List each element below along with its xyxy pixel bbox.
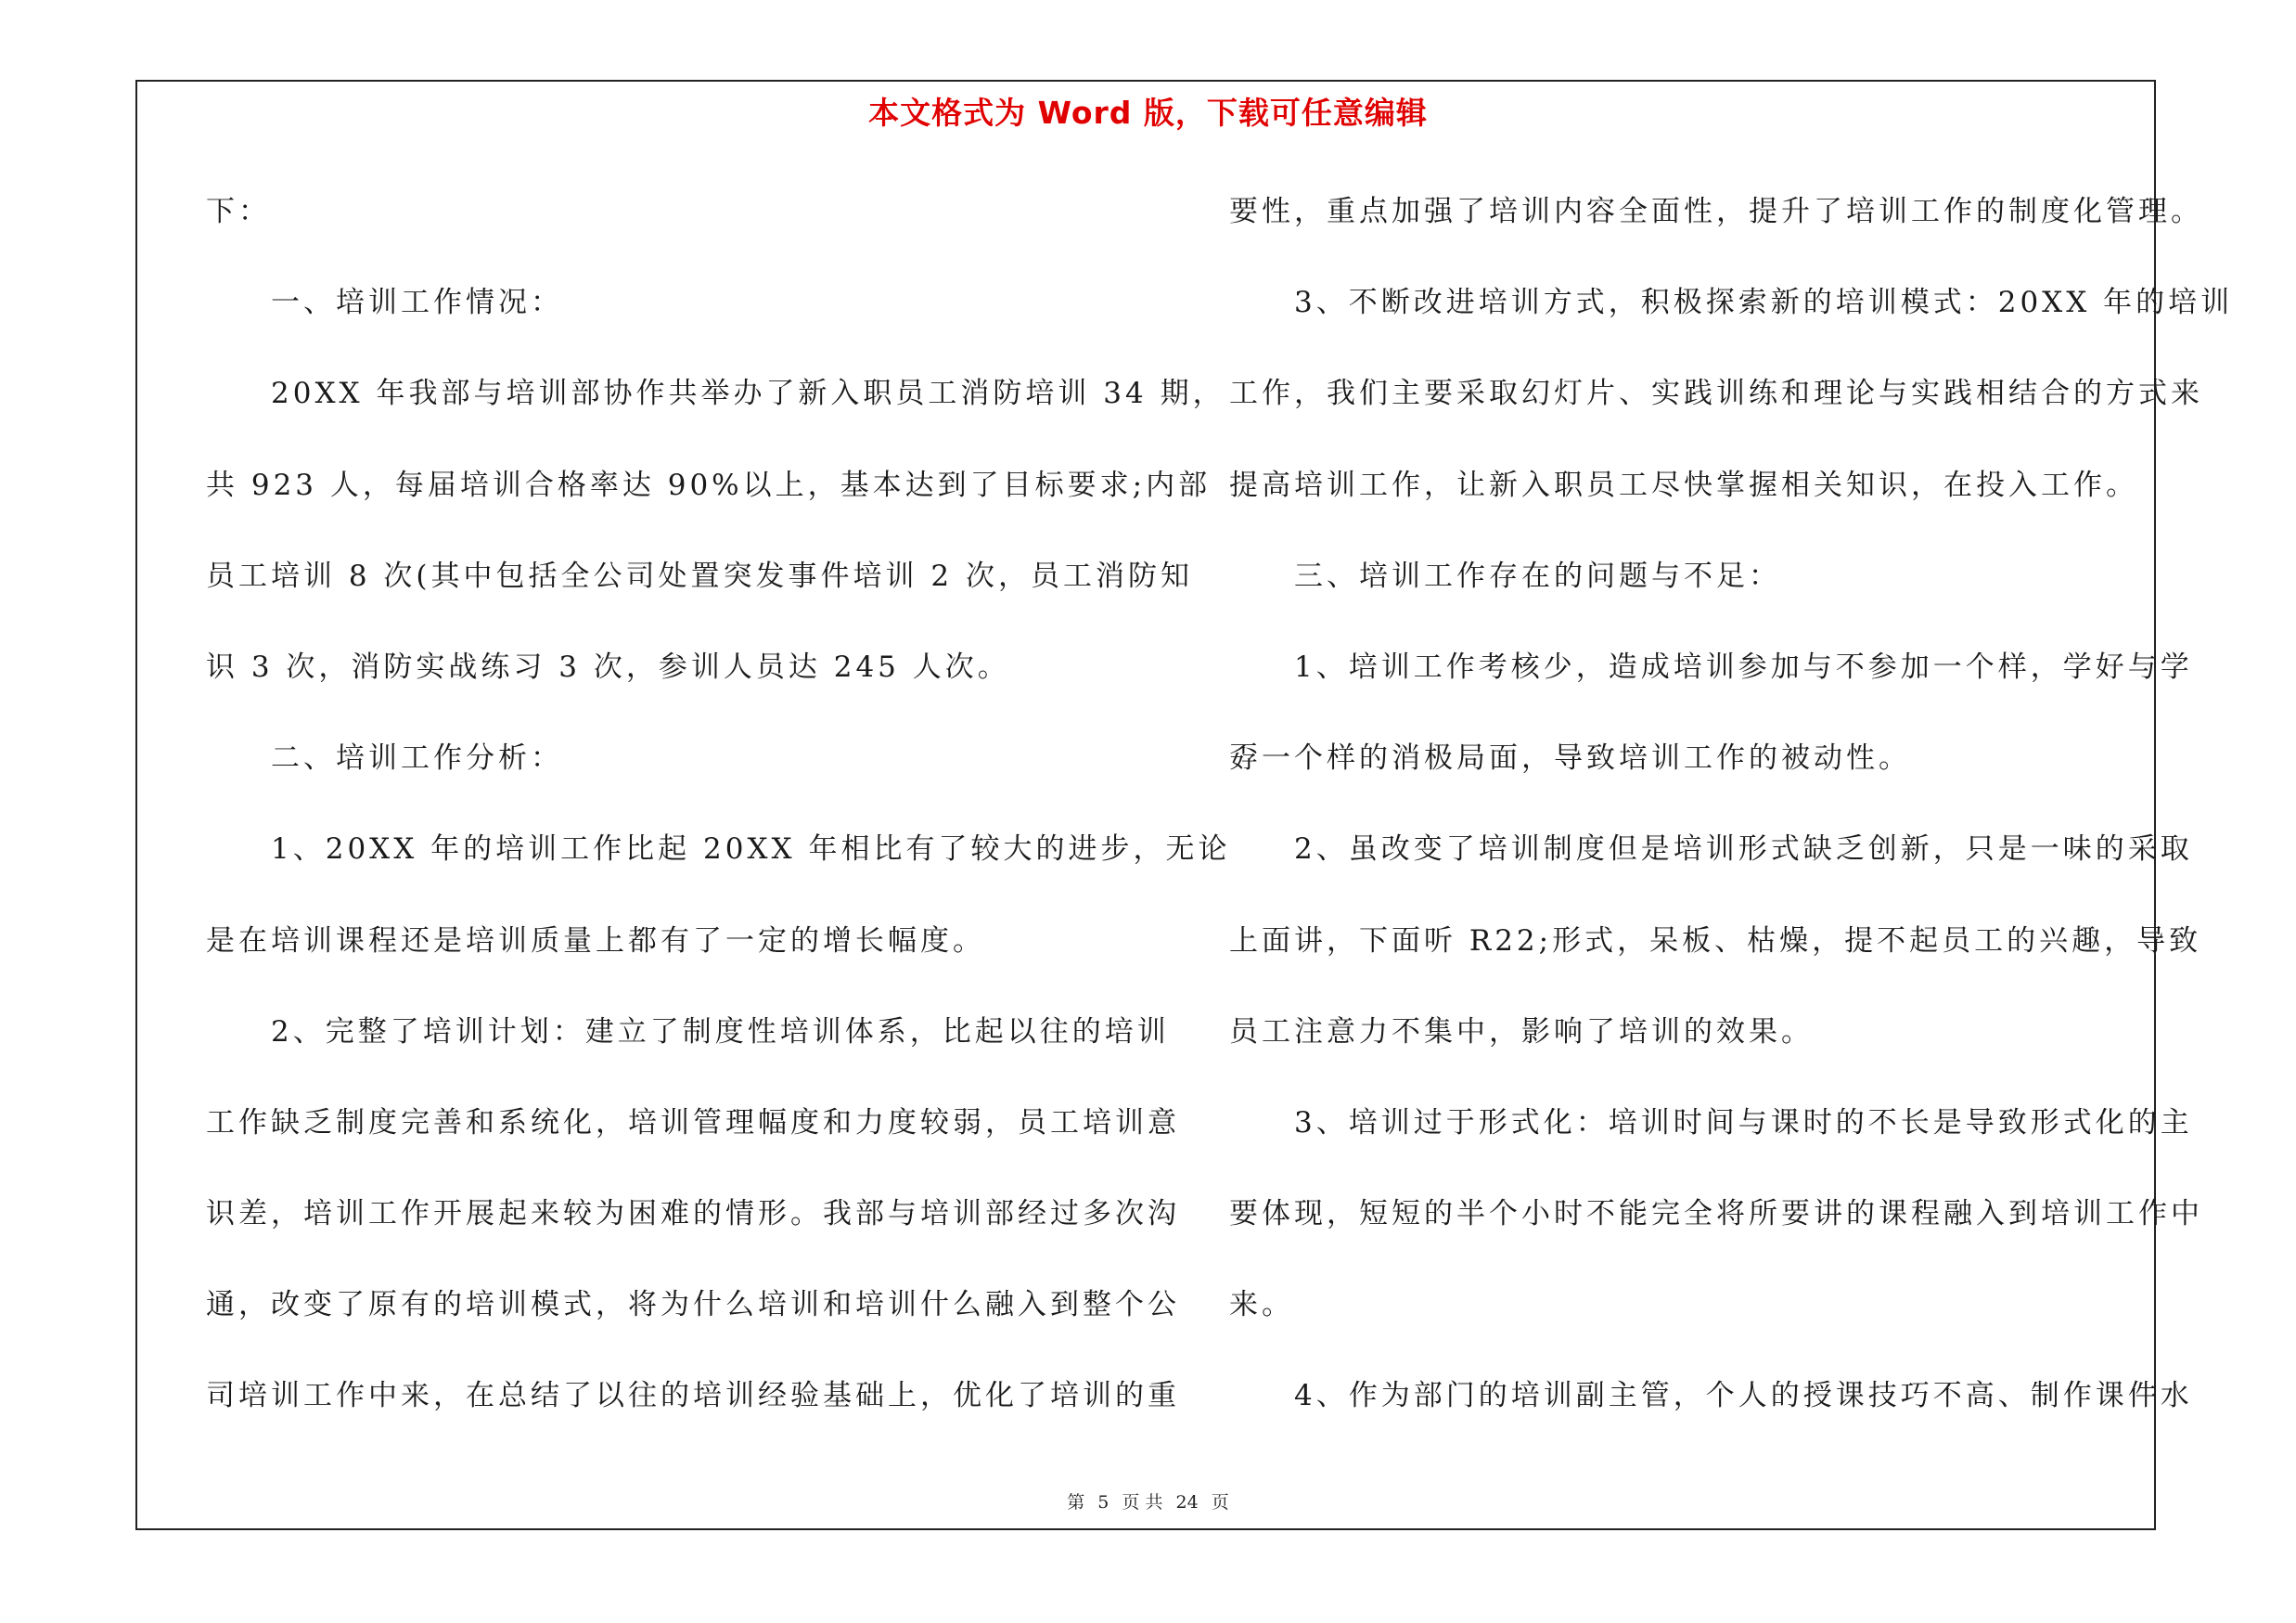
right-text-column bbox=[1229, 184, 2234, 1460]
text-line: 提高培训工作，让新入职员工尽快掌握相关知识，在投入工作。 bbox=[1229, 468, 2138, 502]
text-line: 员工注意力不集中，影响了培训的效果。 bbox=[1229, 1014, 1814, 1049]
text-line: 是在培训课程还是培训质量上都有了一定的增长幅度。 bbox=[206, 923, 985, 958]
text-line: 要体现，短短的半个小时不能完全将所要讲的课程融入到培训工作中 bbox=[1229, 1197, 2203, 1231]
footer-total-pages: 24 bbox=[1175, 1492, 1199, 1513]
text-line: 2、虽改变了培训制度但是培训形式缺乏创新，只是一味的采取 bbox=[1229, 832, 2193, 867]
footer-prefix: 第 bbox=[1067, 1492, 1085, 1513]
page-footer bbox=[0, 1488, 2296, 1514]
text-line: 三、培训工作存在的问题与不足： bbox=[1229, 559, 1781, 593]
text-line: 孬一个样的消极局面，导致培训工作的被动性。 bbox=[1229, 741, 1911, 776]
text-line: 1、20XX 年的培训工作比起 20XX 年相比有了较大的进步，无论 bbox=[206, 832, 1231, 867]
text-line: 司培训工作中来，在总结了以往的培训经验基础上，优化了培训的重 bbox=[206, 1379, 1180, 1413]
text-line: 识 3 次，消防实战练习 3 次，参训人员达 245 人次。 bbox=[206, 650, 1010, 684]
format-banner: 本文格式为 Word 版，下载可任意编辑 bbox=[868, 95, 1428, 131]
text-line: 上面讲，下面听 R22;形式，呆板、枯燥，提不起员工的兴趣，导致 bbox=[1229, 923, 2202, 958]
text-line: 工作缺乏制度完善和系统化，培训管理幅度和力度较弱，员工培训意 bbox=[206, 1105, 1180, 1140]
text-line: 1、培训工作考核少，造成培训参加与不参加一个样，学好与学 bbox=[1229, 650, 2193, 684]
text-line: 4、作为部门的培训副主管，个人的授课技巧不高、制作课件水 bbox=[1229, 1379, 2193, 1413]
text-line: 二、培训工作分析： bbox=[206, 741, 563, 776]
text-line: 20XX 年我部与培训部协作共举办了新入职员工消防培训 34 期， bbox=[206, 377, 1225, 411]
text-line: 员工培训 8 次(其中包括全公司处置突发事件培训 2 次，员工消防知 bbox=[206, 559, 1193, 593]
left-text-column bbox=[206, 184, 1231, 1460]
footer-mid: 页 共 bbox=[1122, 1492, 1163, 1513]
text-line: 共 923 人，每届培训合格率达 90%以上，基本达到了目标要求;内部 bbox=[206, 468, 1212, 502]
text-line: 3、不断改进培训方式，积极探索新的培训模式：20XX 年的培训 bbox=[1229, 286, 2234, 320]
text-line: 工作，我们主要采取幻灯片、实践训练和理论与实践相结合的方式来 bbox=[1229, 377, 2203, 411]
text-line: 2、完整了培训计划：建立了制度性培训体系，比起以往的培训 bbox=[206, 1014, 1170, 1049]
text-line: 3、培训过于形式化：培训时间与课时的不长是导致形式化的主 bbox=[1229, 1105, 2193, 1140]
text-line: 识差，培训工作开展起来较为困难的情形。我部与培训部经过多次沟 bbox=[206, 1197, 1180, 1231]
footer-suffix: 页 bbox=[1211, 1492, 1229, 1513]
text-line: 来。 bbox=[1229, 1288, 1294, 1322]
text-line: 一、培训工作情况： bbox=[206, 286, 563, 320]
text-line: 下： bbox=[206, 195, 271, 228]
text-line: 通，改变了原有的培训模式，将为什么培训和培训什么融入到整个公 bbox=[206, 1288, 1180, 1322]
footer-current-page: 5 bbox=[1097, 1492, 1110, 1513]
text-line: 要性，重点加强了培训内容全面性，提升了培训工作的制度化管理。 bbox=[1229, 195, 2203, 228]
